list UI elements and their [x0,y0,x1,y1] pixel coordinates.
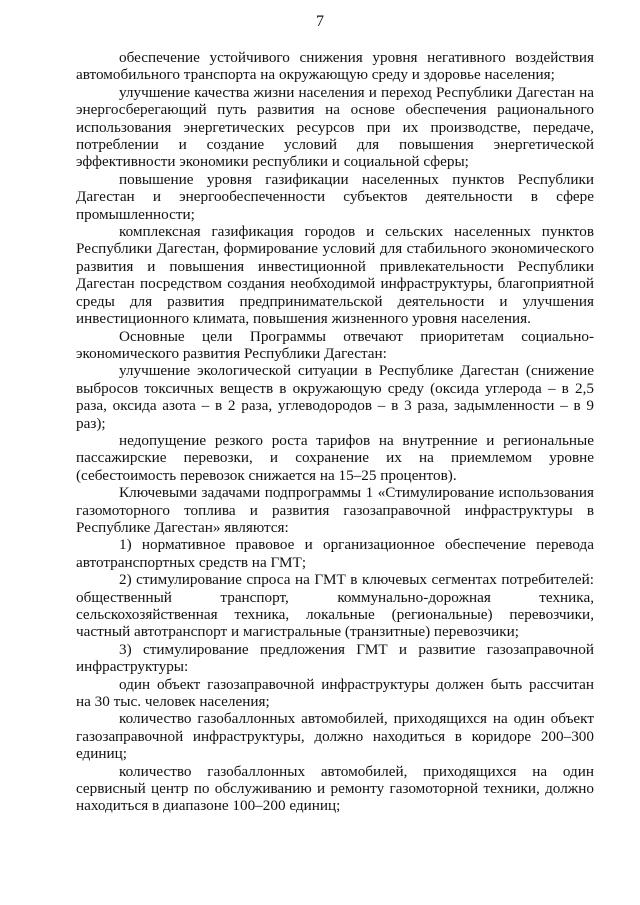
document-body [76,49,594,815]
paragraph-1: обеспечение устойчивого снижения уровня негативного воздействия автомобильного транспорта на окружающую среду и здоровье населения; [76,49,594,84]
paragraph-3: повышение уровня газификации населенных пунктов Республики Дагестан и энергообеспеченности субъектов деятельности в сфере промышленности; [76,170,594,223]
paragraph-4: комплексная газификация городов и сельских населенных пунктов Республики Дагестан, формирование условий для стабильного экономического развития и повышения инвестиционной привлекательности Республики Дагестан посредством создания необходимой инфраструктуры, благоприятной среды для развития предпринимательской деятельности и улучшения инвестиционного климата, повышения жизненного уровня населения. [76,223,594,328]
paragraph-5: Основные цели Программы отвечают приоритетам социально-экономического развития Республики Дагестан: [76,327,594,362]
paragraph-2: улучшение качества жизни населения и переход Республики Дагестан на энергосберегающий путь развития на основе обеспечения рационального использования энергетических ресурсов при их производстве, передаче, потреблении и создание условий для повышения энергетической эффективности экономики республики и социальной сферы; [76,83,594,171]
sub-item-1: один объект газозаправочной инфраструктуры должен быть рассчитан на 30 тыс. человек населения; [76,675,594,711]
sub-item-2: количество газобаллонных автомобилей, приходящихся на один объект газозаправочной инфраструктуры, должно находиться в коридоре 200–300 единиц; [76,710,594,763]
page-number: 7 [316,13,324,30]
list-item-1: 1) нормативное правовое и организационное обеспечение перевода автотранспортных средств на ГМТ; [76,536,594,571]
list-item-3: 3) стимулирование предложения ГМТ и развитие газозаправочной инфраструктуры: [76,640,594,676]
sub-item-3: количество газобаллонных автомобилей, приходящихся на один сервисный центр по обслуживанию и ремонту газомоторной техники, должно находиться в диапазоне 100–200 единиц; [76,762,594,815]
paragraph-7: недопущение резкого роста тарифов на внутренние и региональные пассажирские перевозки, и сохранение их на приемлемом уровне (себестоимость перевозок снижается на 15–25 процентов). [76,431,594,484]
list-item-2: 2) стимулирование спроса на ГМТ в ключевых сегментах потребителей: общественный транспорт, коммунально-дорожная техника, сельскохозяйственная техника, локальные (региональные) перевозчики, частный автотранспорт и магистральные (транзитные) перевозчики; [76,571,594,641]
paragraph-6: улучшение экологической ситуации в Республике Дагестан (снижение выбросов токсичных веществ в окружающую среду (оксида углерода – в 2,5 раза, оксида азота – в 2 раза, углеводородов – в 3 раза, задымленности – в 9 раз); [76,362,594,432]
paragraph-8: Ключевыми задачами подпрограммы 1 «Стимулирование использования газомоторного топлива и развития газозаправочной инфраструктуры в Республике Дагестан» являются: [76,484,594,536]
